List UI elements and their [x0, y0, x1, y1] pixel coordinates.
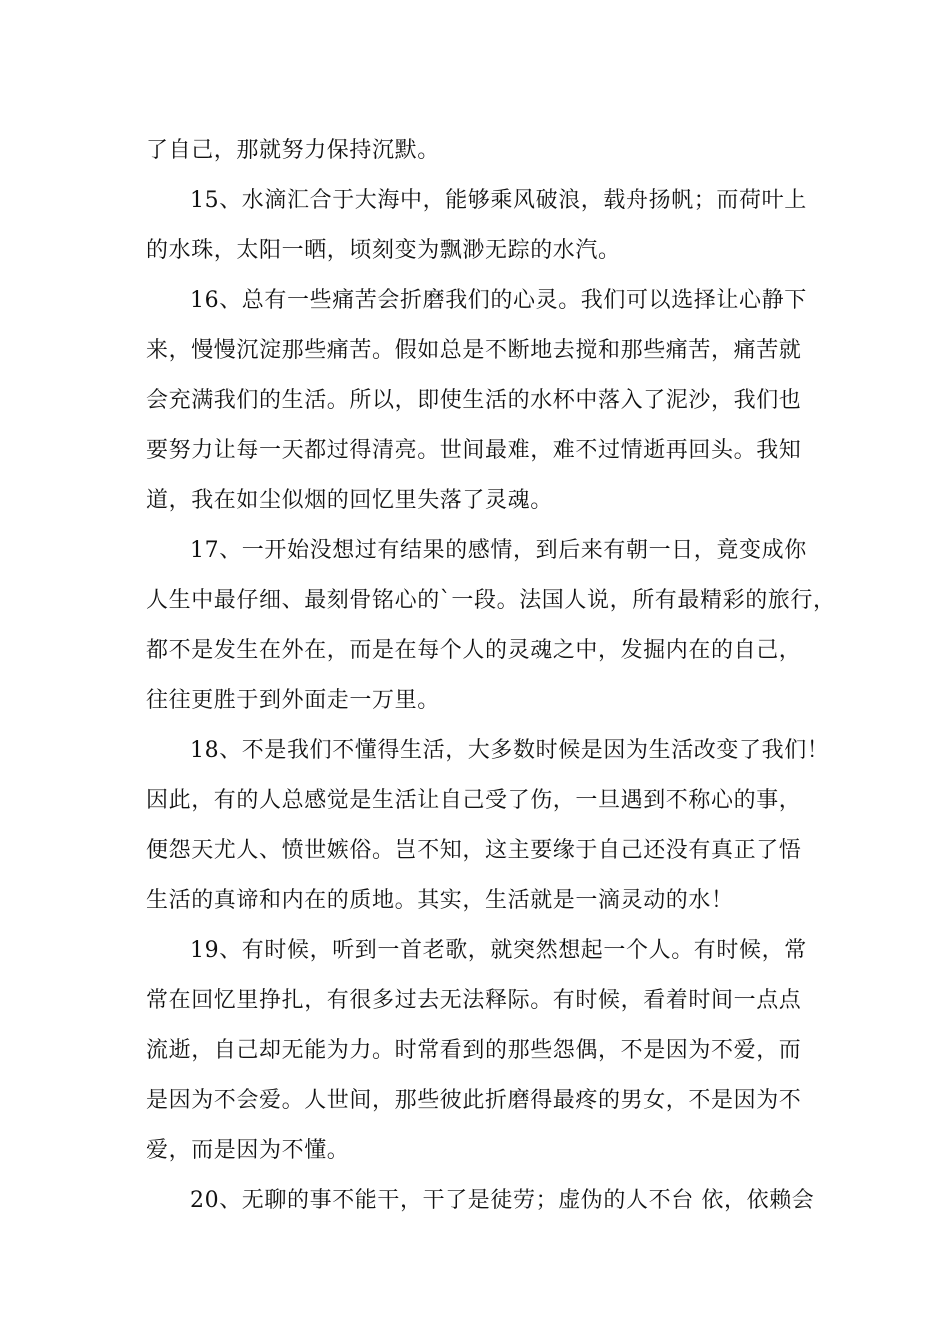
text-line: 19、有时候，听到一首老歌，就突然想起一个人。有时候，常 — [190, 938, 807, 963]
text-line: 人生中最仔细、最刻骨铭心的`一段。法国人说，所有最精彩的旅行， — [146, 588, 836, 613]
text-line: 爱，而是因为不懂。 — [146, 1138, 350, 1163]
text-line: 会充满我们的生活。所以，即使生活的水杯中落入了泥沙，我们也 — [146, 388, 802, 413]
text-line: 都不是发生在外在，而是在每个人的灵魂之中，发掘内在的自己， — [146, 638, 802, 663]
text-line: 16、总有一些痛苦会折磨我们的心灵。我们可以选择让心静下 — [190, 288, 807, 313]
text-line: 便怨天尤人、愤世嫉俗。岂不知，这主要缘于自己还没有真正了悟 — [146, 838, 802, 863]
text-line: 来，慢慢沉淀那些痛苦。假如总是不断地去搅和那些痛苦，痛苦就 — [146, 338, 802, 363]
text-line: 20、无聊的事不能干，干了是徒劳；虚伪的人不台 依，依赖会 — [190, 1188, 815, 1213]
text-line: 的水珠，太阳一晒，顷刻变为飘渺无踪的水汽。 — [146, 238, 621, 263]
text-line: 17、一开始没想过有结果的感情，到后来有朝一日，竟变成你 — [190, 538, 807, 563]
text-line: 常在回忆里挣扎，有很多过去无法释际。有时候，看着时间一点点 — [146, 988, 802, 1013]
text-line: 生活的真谛和内在的质地。其实，生活就是一滴灵动的水！ — [146, 888, 734, 913]
text-line: 因此，有的人总感觉是生活让自己受了伤，一旦遇到不称心的事， — [146, 788, 802, 813]
text-line: 18、不是我们不懂得生活，大多数时候是因为生活改变了我们！ — [190, 738, 830, 763]
text-line: 是因为不会爱。人世间，那些彼此折磨得最疼的男女，不是因为不 — [146, 1088, 802, 1113]
text-line: 流逝，自己却无能为力。时常看到的那些怨偶，不是因为不爱，而 — [146, 1038, 802, 1063]
text-line: 15、水滴汇合于大海中，能够乘风破浪，载舟扬帆；而荷叶上 — [190, 188, 807, 213]
text-line: 要努力让每一天都过得清亮。世间最难，难不过情逝再回头。我知 — [146, 438, 802, 463]
text-line: 往往更胜于到外面走一万里。 — [146, 688, 440, 713]
text-line: 道，我在如尘似烟的回忆里失落了灵魂。 — [146, 488, 553, 513]
text-line: 了自己，那就努力保持沉默。 — [146, 138, 440, 163]
